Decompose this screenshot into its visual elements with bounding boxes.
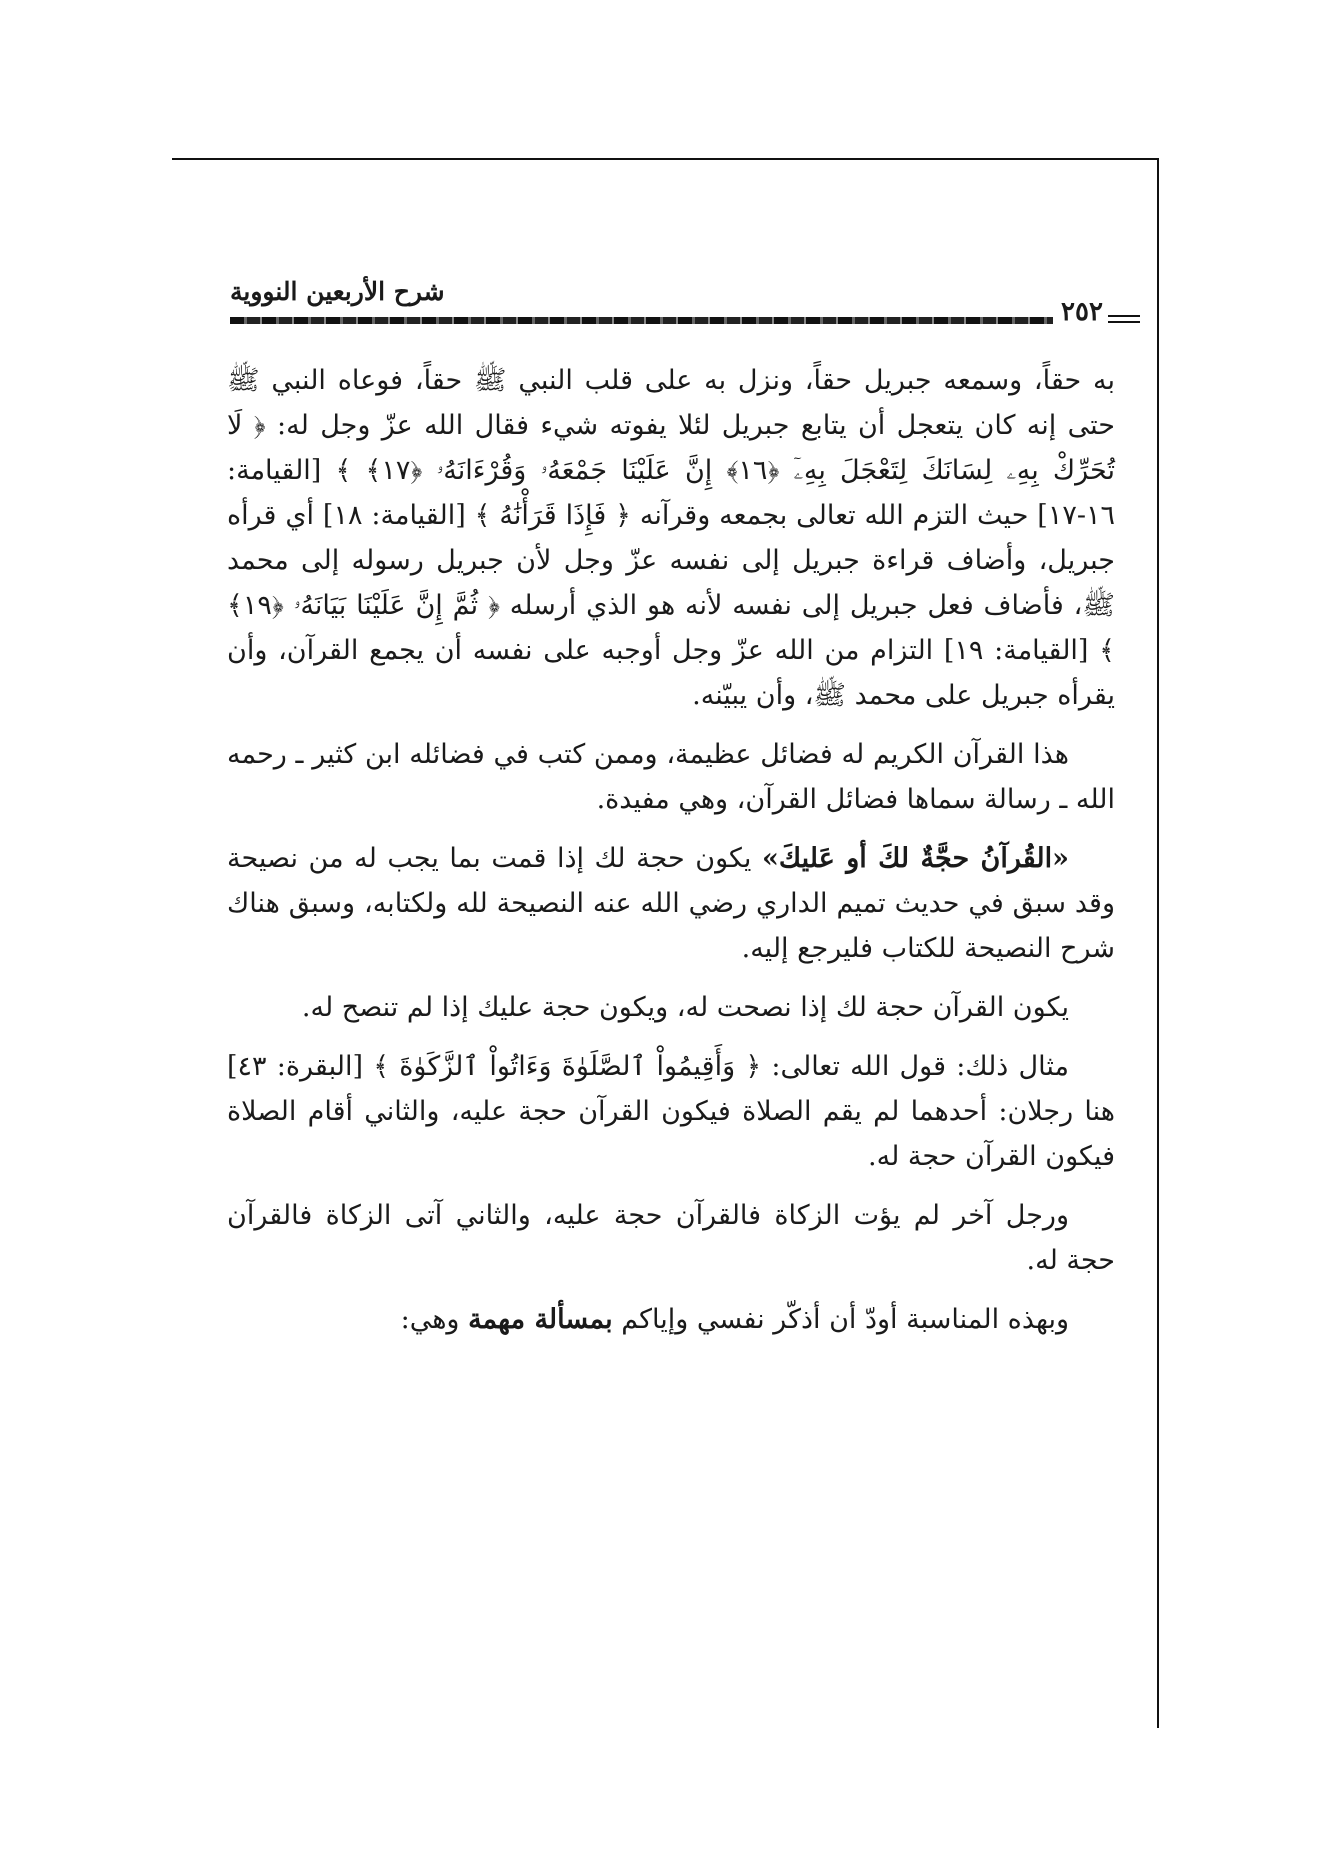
page-number: ٢٥٢ (1061, 297, 1103, 327)
paragraph-2 (227, 732, 1115, 822)
paragraph-3-text: يكون حجة لك إذا قمت بما يجب له من نصيحة وقد سبق في حديث تميم الداري رضي الله عنه النصيحة لله ولكتابه، وسبق هناك شرح النصيحة للكتاب فليرجع إليه. (227, 843, 1115, 964)
running-header (230, 275, 1110, 325)
paragraph-1-text: به حقاً، وسمعه جبريل حقاً، ونزل به على قلب النبي ﷺ حقاً، فوعاه النبي ﷺ حتى إنه كان يتعجل أن يتابع جبريل لئلا يفوته شيء فقال الله عزّ وجل له: ﴿ لَا تُحَرِّكْ بِهِۦ لِسَانَكَ لِتَعْجَلَ بِهِۦٓ ﴿١٦﴾ إِنَّ عَلَيْنَا جَمْعَهُۥ وَقُرْءَانَهُۥ ﴿١٧﴾ ﴾ [القيامة: ١٦-١٧] حيث التزم الله تعالى بجمعه وقرآنه ﴿ فَإِذَا قَرَأْنَٰهُ ﴾ [القيامة: ١٨] أي قرأه جبريل، وأضاف قراءة جبريل إلى نفسه عزّ وجل لأن جبريل رسوله إلى محمد ﷺ، فأضاف فعل جبريل إلى نفسه لأنه هو الذي أرسله ﴿ ثُمَّ إِنَّ عَلَيْنَا بَيَانَهُۥ ﴿١٩﴾ ﴾ [القيامة: ١٩] التزام من الله عزّ وجل أوجبه على نفسه أن يجمع القرآن، وأن يقرأه جبريل على محمد ﷺ، وأن يبيّنه. (227, 365, 1115, 711)
hadith-quote: «القُرآنُ حجَّةٌ لكَ أو عَليكَ» (762, 843, 1070, 874)
paragraph-7-text-a: وبهذه المناسبة أودّ أن أذكّر نفسي وإياكم (612, 1304, 1069, 1335)
paragraph-7 (227, 1297, 1115, 1342)
page-frame-right (1157, 158, 1159, 1728)
paragraph-3 (227, 836, 1115, 971)
paragraph-1 (227, 358, 1115, 718)
paragraph-5-text: مثال ذلك: قول الله تعالى: ﴿ وَأَقِيمُواْ ٱلصَّلَوٰةَ وَءَاتُواْ ٱلزَّكَوٰةَ ﴾ [البقرة: ٤٣] هنا رجلان: أحدهما لم يقم الصلاة فيكون القرآن حجة عليه، والثاني أقام الصلاة فيكون القرآن حجة له. (227, 1051, 1115, 1172)
paragraph-2-text: هذا القرآن الكريم له فضائل عظيمة، وممن كتب في فضائله ابن كثير ـ رحمه الله ـ رسالة سماها فضائل القرآن، وهي مفيدة. (227, 739, 1115, 815)
paragraph-7-text-b: وهي: (400, 1304, 469, 1335)
important-issue-phrase: بمسألة مهمة (468, 1304, 613, 1335)
paragraph-4 (227, 985, 1115, 1030)
body-text (227, 358, 1115, 1356)
paragraph-4-text: يكون القرآن حجة لك إذا نصحت له، ويكون حجة عليك إذا لم تنصح له. (301, 992, 1069, 1023)
paragraph-6 (227, 1193, 1115, 1283)
header-rule-end (1108, 315, 1140, 323)
paragraph-6-text: ورجل آخر لم يؤت الزكاة فالقرآن حجة عليه، والثاني آتى الزكاة فالقرآن حجة له. (227, 1200, 1115, 1276)
paragraph-5 (227, 1044, 1115, 1179)
book-title: شرح الأربعين النووية (230, 277, 445, 306)
page-frame-top (172, 158, 1159, 160)
header-rule (230, 317, 1053, 324)
